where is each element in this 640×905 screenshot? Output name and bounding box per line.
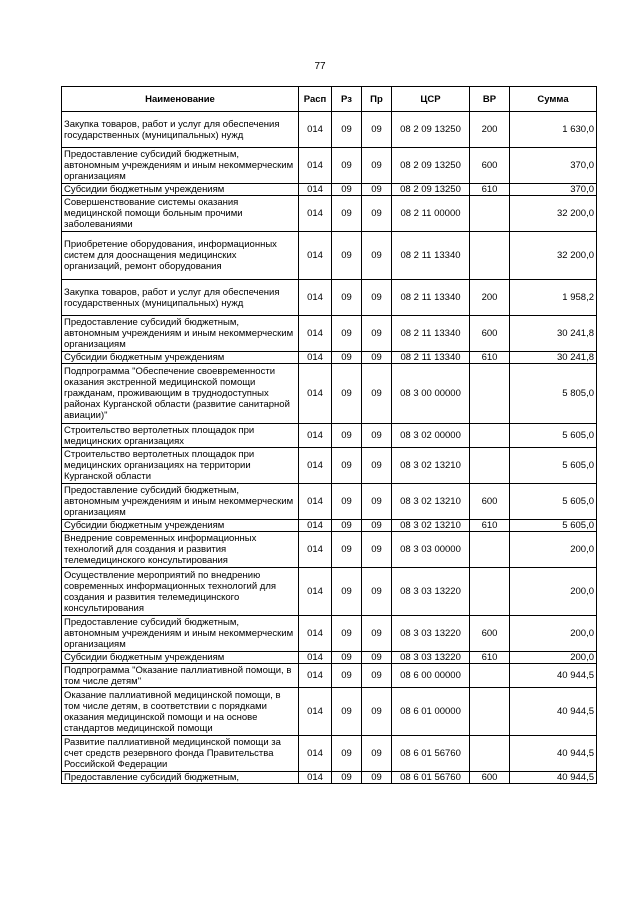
cell-rz: 09	[332, 364, 362, 424]
cell-sum: 5 605,0	[510, 520, 597, 532]
cell-vr: 610	[470, 520, 510, 532]
cell-rz: 09	[332, 772, 362, 784]
cell-name: Развитие паллиативной медицинской помощи за счет средств резервного фонда Правительства Российской Федерации	[62, 736, 299, 772]
cell-rasp: 014	[299, 448, 332, 484]
cell-csr: 08 2 11 13340	[392, 316, 470, 352]
cell-pr: 09	[362, 772, 392, 784]
cell-rasp: 014	[299, 232, 332, 280]
cell-vr	[470, 568, 510, 616]
cell-vr	[470, 448, 510, 484]
cell-pr: 09	[362, 568, 392, 616]
cell-pr: 09	[362, 424, 392, 448]
table-row	[62, 688, 597, 736]
cell-rz: 09	[332, 448, 362, 484]
table-row	[62, 568, 597, 616]
cell-pr: 09	[362, 688, 392, 736]
cell-rz: 09	[332, 196, 362, 232]
cell-vr	[470, 196, 510, 232]
table-row	[62, 484, 597, 520]
cell-name: Приобретение оборудования, информационных систем для дооснащения медицинских организаций, ремонт оборудования	[62, 232, 299, 280]
cell-vr: 600	[470, 148, 510, 184]
cell-name: Субсидии бюджетным учреждениям	[62, 184, 299, 196]
cell-csr: 08 6 01 00000	[392, 688, 470, 736]
cell-csr: 08 2 11 00000	[392, 196, 470, 232]
cell-name: Подпрограмма "Оказание паллиативной помощи, в том числе детям"	[62, 664, 299, 688]
page-number: 77	[314, 61, 326, 72]
table-row	[62, 652, 597, 664]
cell-sum: 30 241,8	[510, 316, 597, 352]
cell-rasp: 014	[299, 184, 332, 196]
table-row	[62, 448, 597, 484]
cell-sum: 370,0	[510, 184, 597, 196]
cell-name: Субсидии бюджетным учреждениям	[62, 652, 299, 664]
cell-pr: 09	[362, 352, 392, 364]
cell-pr: 09	[362, 448, 392, 484]
cell-rasp: 014	[299, 652, 332, 664]
cell-vr: 600	[470, 772, 510, 784]
header-name: Наименование	[62, 87, 299, 112]
cell-csr: 08 6 01 56760	[392, 736, 470, 772]
cell-rz: 09	[332, 280, 362, 316]
cell-rasp: 014	[299, 616, 332, 652]
cell-vr	[470, 736, 510, 772]
cell-vr	[470, 688, 510, 736]
header-sum: Сумма	[510, 87, 597, 112]
cell-name: Оказание паллиативной медицинской помощи, в том числе детям, в соответствии с порядками оказания медицинской помощи и на основе стандартов медицинской помощи	[62, 688, 299, 736]
cell-vr: 600	[470, 616, 510, 652]
cell-rasp: 014	[299, 664, 332, 688]
cell-csr: 08 2 09 13250	[392, 184, 470, 196]
cell-vr: 200	[470, 280, 510, 316]
table-row	[62, 148, 597, 184]
cell-name: Осуществление мероприятий по внедрению современных информационных технологий для создания и развития телемедицинского консультирования	[62, 568, 299, 616]
table-row	[62, 364, 597, 424]
cell-csr: 08 2 11 13340	[392, 352, 470, 364]
cell-pr: 09	[362, 364, 392, 424]
cell-csr: 08 6 00 00000	[392, 664, 470, 688]
header-vr: ВР	[470, 87, 510, 112]
cell-pr: 09	[362, 736, 392, 772]
cell-vr	[470, 424, 510, 448]
header-pr: Пр	[362, 87, 392, 112]
cell-csr: 08 6 01 56760	[392, 772, 470, 784]
table-row	[62, 232, 597, 280]
cell-csr: 08 3 03 13220	[392, 568, 470, 616]
cell-rz: 09	[332, 616, 362, 652]
cell-name: Подпрограмма "Обеспечение своевременности оказания экстренной медицинской помощи гражданам, проживающим в труднодоступных районах Курганской области (развитие санитарной авиации)"	[62, 364, 299, 424]
cell-csr: 08 2 09 13250	[392, 112, 470, 148]
cell-rz: 09	[332, 484, 362, 520]
cell-name: Предоставление субсидий бюджетным, автономным учреждениям и иным некоммерческим организациям	[62, 148, 299, 184]
cell-csr: 08 3 03 13220	[392, 616, 470, 652]
cell-name: Предоставление субсидий бюджетным, автономным учреждениям и иным некоммерческим организациям	[62, 616, 299, 652]
cell-rz: 09	[332, 352, 362, 364]
cell-rasp: 014	[299, 364, 332, 424]
cell-sum: 5 805,0	[510, 364, 597, 424]
cell-rz: 09	[332, 568, 362, 616]
cell-name: Предоставление субсидий бюджетным, автономным учреждениям и иным некоммерческим организациям	[62, 316, 299, 352]
cell-vr	[470, 664, 510, 688]
cell-csr: 08 2 09 13250	[392, 148, 470, 184]
cell-sum: 40 944,5	[510, 772, 597, 784]
cell-rz: 09	[332, 232, 362, 280]
cell-rasp: 014	[299, 316, 332, 352]
cell-pr: 09	[362, 616, 392, 652]
cell-csr: 08 3 03 13220	[392, 652, 470, 664]
cell-csr: 08 3 00 00000	[392, 364, 470, 424]
cell-sum: 40 944,5	[510, 688, 597, 736]
cell-vr	[470, 232, 510, 280]
cell-vr: 600	[470, 484, 510, 520]
cell-vr: 200	[470, 112, 510, 148]
cell-csr: 08 2 11 13340	[392, 280, 470, 316]
cell-csr: 08 3 02 13210	[392, 484, 470, 520]
cell-rz: 09	[332, 688, 362, 736]
cell-pr: 09	[362, 520, 392, 532]
cell-vr: 610	[470, 652, 510, 664]
cell-name: Совершенствование системы оказания медицинской помощи больным прочими заболеваниями	[62, 196, 299, 232]
header-rasp: Расп	[299, 87, 332, 112]
cell-sum: 200,0	[510, 652, 597, 664]
table-row	[62, 280, 597, 316]
cell-sum: 370,0	[510, 148, 597, 184]
table-row	[62, 196, 597, 232]
cell-rz: 09	[332, 736, 362, 772]
cell-csr: 08 3 02 00000	[392, 424, 470, 448]
cell-name: Субсидии бюджетным учреждениям	[62, 352, 299, 364]
cell-vr: 610	[470, 184, 510, 196]
cell-name: Внедрение современных информационных технологий для создания и развития телемедицинского консультирования	[62, 532, 299, 568]
cell-sum: 40 944,5	[510, 736, 597, 772]
cell-sum: 32 200,0	[510, 196, 597, 232]
cell-name: Предоставление субсидий бюджетным, автономным учреждениям и иным некоммерческим организациям	[62, 484, 299, 520]
cell-csr: 08 2 11 13340	[392, 232, 470, 280]
cell-pr: 09	[362, 196, 392, 232]
table-row	[62, 772, 597, 784]
cell-pr: 09	[362, 148, 392, 184]
cell-rz: 09	[332, 520, 362, 532]
cell-rasp: 014	[299, 568, 332, 616]
cell-rasp: 014	[299, 352, 332, 364]
cell-rz: 09	[332, 532, 362, 568]
table-row	[62, 532, 597, 568]
cell-rasp: 014	[299, 196, 332, 232]
cell-csr: 08 3 02 13210	[392, 520, 470, 532]
table-row	[62, 520, 597, 532]
table-row	[62, 616, 597, 652]
cell-rasp: 014	[299, 280, 332, 316]
cell-csr: 08 3 02 13210	[392, 448, 470, 484]
cell-rasp: 014	[299, 484, 332, 520]
cell-name: Субсидии бюджетным учреждениям	[62, 520, 299, 532]
cell-rasp: 014	[299, 772, 332, 784]
cell-vr	[470, 364, 510, 424]
cell-rz: 09	[332, 148, 362, 184]
cell-sum: 40 944,5	[510, 664, 597, 688]
table-row	[62, 424, 597, 448]
cell-sum: 30 241,8	[510, 352, 597, 364]
cell-pr: 09	[362, 664, 392, 688]
cell-vr: 600	[470, 316, 510, 352]
cell-rasp: 014	[299, 520, 332, 532]
cell-rasp: 014	[299, 112, 332, 148]
cell-csr: 08 3 03 00000	[392, 532, 470, 568]
cell-rz: 09	[332, 424, 362, 448]
cell-sum: 5 605,0	[510, 484, 597, 520]
cell-name: Предоставление субсидий бюджетным,	[62, 772, 299, 784]
cell-rasp: 014	[299, 532, 332, 568]
cell-sum: 200,0	[510, 616, 597, 652]
cell-sum: 32 200,0	[510, 232, 597, 280]
table-row	[62, 736, 597, 772]
cell-name: Закупка товаров, работ и услуг для обеспечения государственных (муниципальных) нужд	[62, 280, 299, 316]
cell-sum: 5 605,0	[510, 448, 597, 484]
cell-pr: 09	[362, 484, 392, 520]
cell-name: Закупка товаров, работ и услуг для обеспечения государственных (муниципальных) нужд	[62, 112, 299, 148]
table-row	[62, 664, 597, 688]
cell-rz: 09	[332, 112, 362, 148]
cell-pr: 09	[362, 184, 392, 196]
table-row	[62, 352, 597, 364]
cell-pr: 09	[362, 316, 392, 352]
table-row	[62, 184, 597, 196]
cell-rasp: 014	[299, 148, 332, 184]
cell-vr	[470, 532, 510, 568]
cell-sum: 1 958,2	[510, 280, 597, 316]
cell-rasp: 014	[299, 424, 332, 448]
cell-sum: 1 630,0	[510, 112, 597, 148]
cell-rasp: 014	[299, 736, 332, 772]
cell-pr: 09	[362, 112, 392, 148]
cell-rasp: 014	[299, 688, 332, 736]
cell-pr: 09	[362, 280, 392, 316]
cell-pr: 09	[362, 652, 392, 664]
cell-rz: 09	[332, 652, 362, 664]
cell-rz: 09	[332, 664, 362, 688]
cell-pr: 09	[362, 232, 392, 280]
header-rz: Рз	[332, 87, 362, 112]
cell-sum: 5 605,0	[510, 424, 597, 448]
table-row	[62, 316, 597, 352]
cell-vr: 610	[470, 352, 510, 364]
cell-rz: 09	[332, 316, 362, 352]
budget-table	[61, 86, 597, 784]
cell-pr: 09	[362, 532, 392, 568]
cell-name: Строительство вертолетных площадок при медицинских организациях	[62, 424, 299, 448]
cell-sum: 200,0	[510, 568, 597, 616]
header-row	[62, 87, 597, 112]
cell-sum: 200,0	[510, 532, 597, 568]
cell-rz: 09	[332, 184, 362, 196]
table-row	[62, 112, 597, 148]
header-csr: ЦСР	[392, 87, 470, 112]
cell-name: Строительство вертолетных площадок при медицинских организациях на территории Курганской области	[62, 448, 299, 484]
